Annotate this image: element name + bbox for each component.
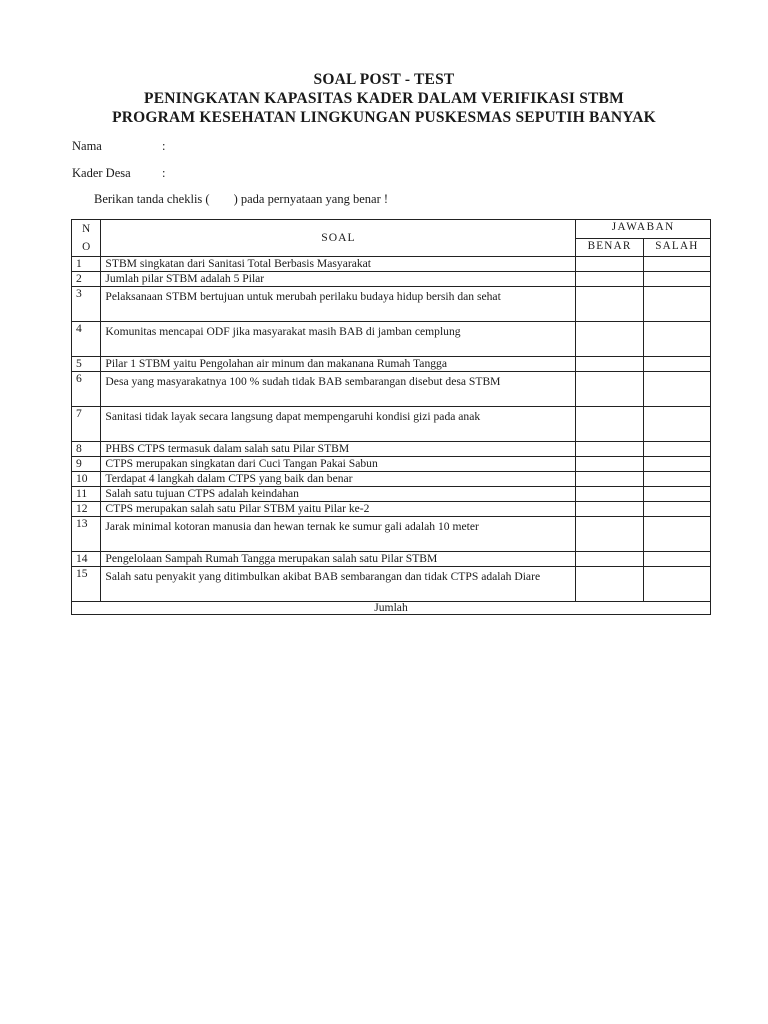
nama-field: [72, 139, 165, 154]
question-number: 11: [72, 487, 101, 502]
benar-answer-cell[interactable]: [576, 457, 643, 472]
header-soal: SOAL: [101, 220, 576, 257]
document-program: PROGRAM KESEHATAN LINGKUNGAN PUSKESMAS SEPUTIH BANYAK: [112, 109, 656, 126]
table-row: [72, 517, 711, 552]
salah-answer-cell[interactable]: [643, 517, 710, 552]
salah-answer-cell[interactable]: [643, 322, 710, 357]
kader-desa-label: Kader Desa: [72, 166, 131, 180]
question-text: Jarak minimal kotoran manusia dan hewan ternak ke sumur gali adalah 10 meter: [101, 517, 576, 552]
question-number: 4: [72, 322, 101, 357]
salah-answer-cell[interactable]: [643, 287, 710, 322]
table-row: [72, 372, 711, 407]
question-number: 14: [72, 552, 101, 567]
salah-answer-cell[interactable]: [643, 357, 710, 372]
question-text: Pelaksanaan STBM bertujuan untuk merubah perilaku budaya hidup bersih dan sehat: [101, 287, 576, 322]
benar-answer-cell[interactable]: [576, 567, 643, 602]
question-number: 2: [72, 272, 101, 287]
question-text: Jumlah pilar STBM adalah 5 Pilar: [101, 272, 576, 287]
table-row: [72, 552, 711, 567]
table-row: [72, 442, 711, 457]
question-text: Pengelolaan Sampah Rumah Tangga merupakan salah satu Pilar STBM: [101, 552, 576, 567]
question-number: 7: [72, 407, 101, 442]
question-number: 10: [72, 472, 101, 487]
question-number: 3: [72, 287, 101, 322]
instruction-after: ) pada pernyataan yang benar !: [233, 192, 389, 206]
document-subtitle: PENINGKATAN KAPASITAS KADER DALAM VERIFIKASI STBM: [144, 90, 624, 107]
question-number: 5: [72, 357, 101, 372]
salah-answer-cell[interactable]: [643, 457, 710, 472]
table-row: [72, 567, 711, 602]
question-text: Salah satu penyakit yang ditimbulkan akibat BAB sembarangan dan tidak CTPS adalah Diare: [101, 567, 576, 602]
salah-answer-cell[interactable]: [643, 472, 710, 487]
salah-answer-cell[interactable]: [643, 372, 710, 407]
question-number: 12: [72, 502, 101, 517]
instruction-before: Berikan tanda cheklis (: [94, 192, 210, 206]
salah-answer-cell[interactable]: [643, 552, 710, 567]
salah-answer-cell[interactable]: [643, 272, 710, 287]
question-table: [71, 219, 711, 615]
header-salah: SALAH: [643, 238, 710, 257]
benar-answer-cell[interactable]: [576, 257, 643, 272]
question-number: 13: [72, 517, 101, 552]
table-row: [72, 457, 711, 472]
header-benar: BENAR: [576, 238, 643, 257]
benar-answer-cell[interactable]: [576, 517, 643, 552]
document-title: SOAL POST - TEST: [313, 71, 455, 88]
nama-colon: :: [162, 139, 166, 153]
nama-label: Nama: [72, 139, 102, 153]
benar-answer-cell[interactable]: [576, 442, 643, 457]
question-number: 6: [72, 372, 101, 407]
benar-answer-cell[interactable]: [576, 357, 643, 372]
benar-answer-cell[interactable]: [576, 502, 643, 517]
table-row: [72, 502, 711, 517]
document-header: [0, 70, 768, 127]
benar-answer-cell[interactable]: [576, 322, 643, 357]
salah-answer-cell[interactable]: [643, 567, 710, 602]
table-row: [72, 257, 711, 272]
question-number: 1: [72, 257, 101, 272]
benar-answer-cell[interactable]: [576, 487, 643, 502]
benar-answer-cell[interactable]: [576, 372, 643, 407]
salah-answer-cell[interactable]: [643, 257, 710, 272]
kader-desa-field: [72, 166, 165, 181]
benar-answer-cell[interactable]: [576, 287, 643, 322]
question-text: Salah satu tujuan CTPS adalah keindahan: [101, 487, 576, 502]
table-row: [72, 407, 711, 442]
benar-answer-cell[interactable]: [576, 407, 643, 442]
salah-answer-cell[interactable]: [643, 442, 710, 457]
question-text: Komunitas mencapai ODF jika masyarakat masih BAB di jamban cemplung: [101, 322, 576, 357]
header-no: N O: [72, 220, 101, 257]
instruction-text: [94, 192, 388, 207]
salah-answer-cell[interactable]: [643, 487, 710, 502]
benar-answer-cell[interactable]: [576, 272, 643, 287]
question-text: Terdapat 4 langkah dalam CTPS yang baik dan benar: [101, 472, 576, 487]
kader-desa-colon: :: [162, 166, 166, 180]
question-text: CTPS merupakan singkatan dari Cuci Tangan Pakai Sabun: [101, 457, 576, 472]
question-number: 15: [72, 567, 101, 602]
question-text: STBM singkatan dari Sanitasi Total Berbasis Masyarakat: [101, 257, 576, 272]
question-text: PHBS CTPS termasuk dalam salah satu Pilar STBM: [101, 442, 576, 457]
table-row: [72, 487, 711, 502]
table-row: [72, 272, 711, 287]
jumlah-label: Jumlah: [72, 602, 711, 615]
header-jawaban: JAWABAN: [576, 220, 711, 239]
benar-answer-cell[interactable]: [576, 472, 643, 487]
table-row: [72, 357, 711, 372]
jumlah-row: [72, 602, 711, 615]
table-row: [72, 322, 711, 357]
question-number: 9: [72, 457, 101, 472]
benar-answer-cell[interactable]: [576, 552, 643, 567]
question-text: Desa yang masyarakatnya 100 % sudah tidak BAB sembarangan disebut desa STBM: [101, 372, 576, 407]
question-text: Sanitasi tidak layak secara langsung dapat mempengaruhi kondisi gizi pada anak: [101, 407, 576, 442]
salah-answer-cell[interactable]: [643, 502, 710, 517]
table-row: [72, 472, 711, 487]
salah-answer-cell[interactable]: [643, 407, 710, 442]
question-text: Pilar 1 STBM yaitu Pengolahan air minum dan makanana Rumah Tangga: [101, 357, 576, 372]
question-rows: [72, 257, 711, 602]
question-number: 8: [72, 442, 101, 457]
table-row: [72, 287, 711, 322]
question-text: CTPS merupakan salah satu Pilar STBM yaitu Pilar ke-2: [101, 502, 576, 517]
